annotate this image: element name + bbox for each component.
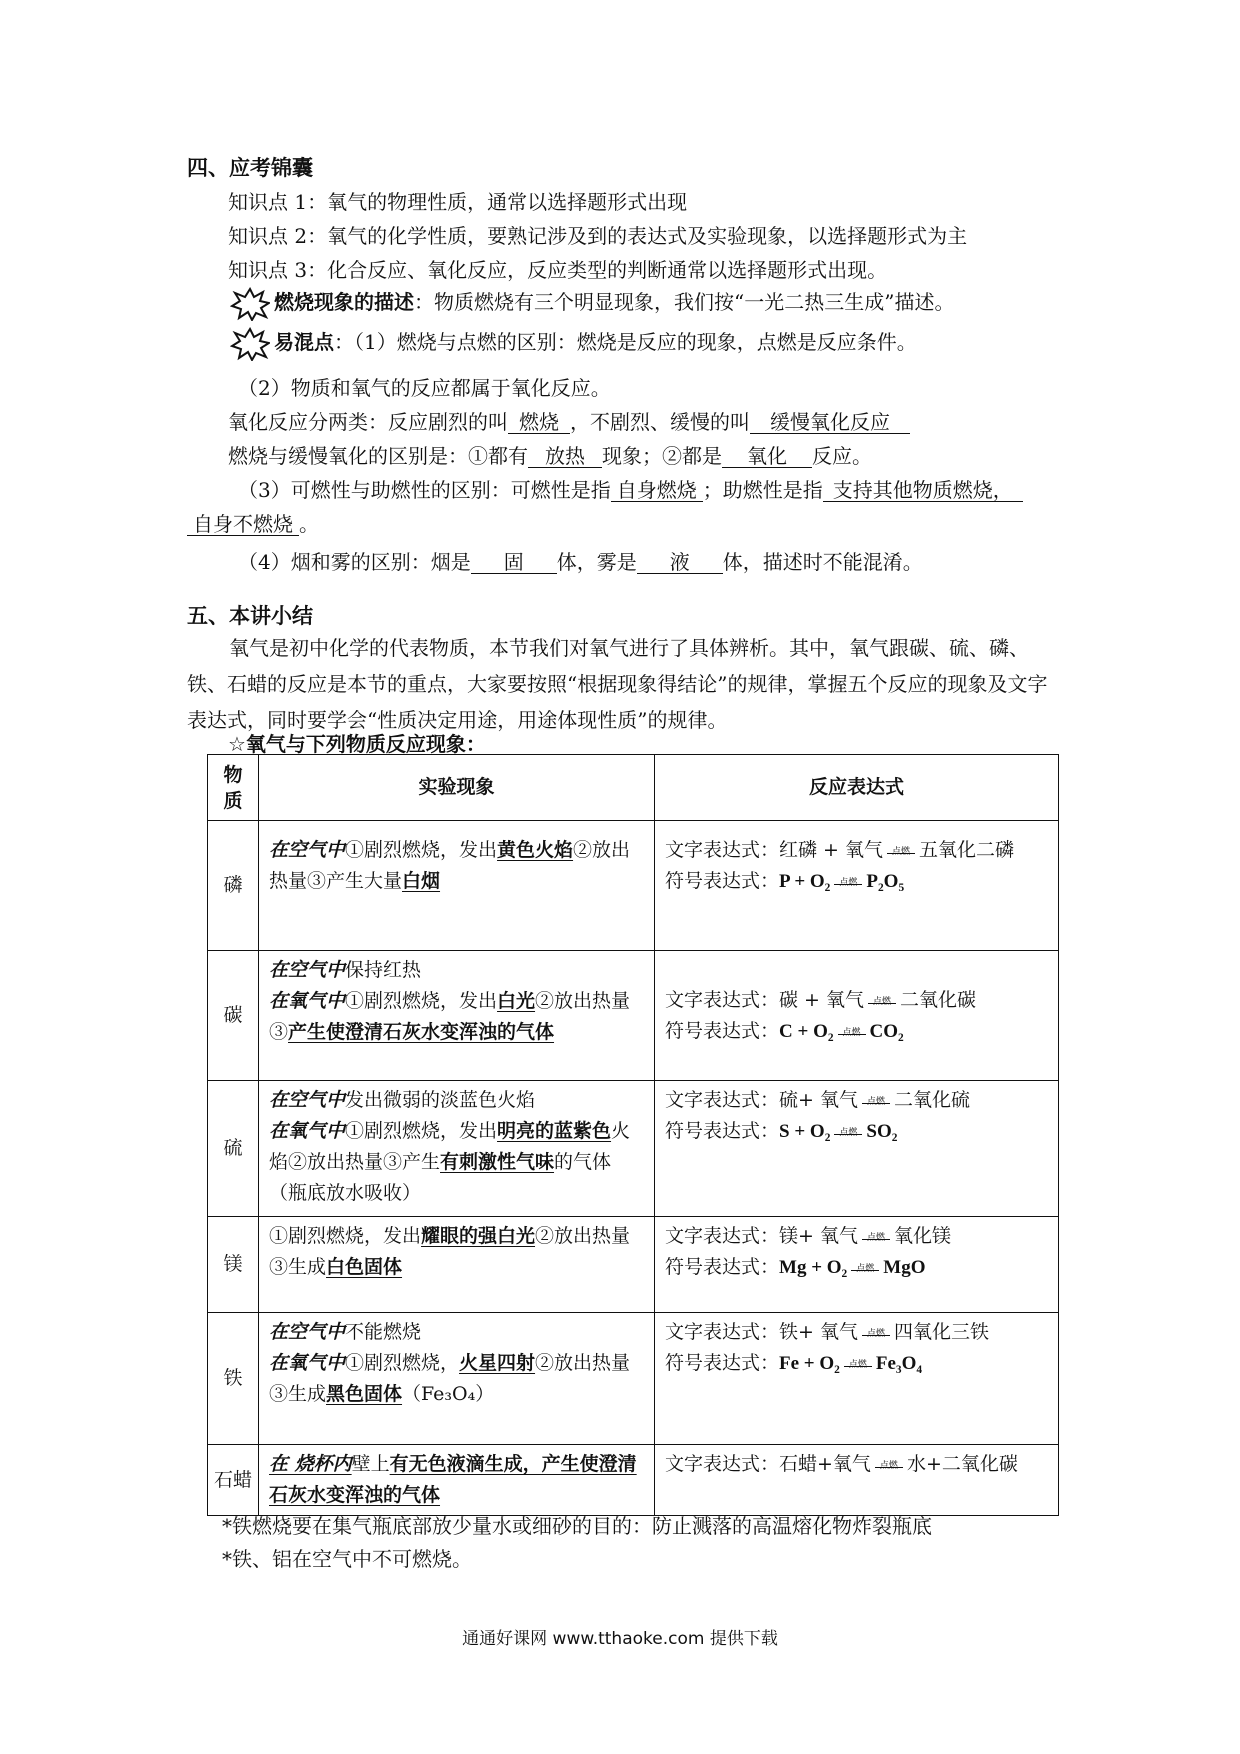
text: 在空气中 (269, 839, 346, 861)
phenomenon-cell (259, 951, 655, 1081)
text: 在氧气中 (269, 1352, 346, 1374)
text: 黄色火焰 (497, 839, 574, 861)
tip1-text: ：物质燃烧有三个明显现象，我们按“一光二热三生成”描述。 (414, 290, 955, 314)
text: ①剧烈燃烧，发出 (269, 1225, 422, 1247)
text: 二氧化碳 (900, 988, 977, 1011)
condition-label: 点燃 (848, 1360, 867, 1370)
text: 四氧化三铁 (893, 1321, 989, 1343)
answer-blank: 固 (471, 551, 557, 574)
text: 氧化镁 (893, 1225, 951, 1247)
condition-label: 点燃 (866, 1097, 885, 1107)
point-3-continued (187, 508, 319, 537)
text: 在氧气中 (269, 1120, 346, 1142)
condition-label: 点燃 (842, 1027, 861, 1038)
condition-label: 点燃 (856, 1264, 875, 1274)
condition-label: 点燃 (892, 847, 911, 857)
knowledge-point-1: 知识点 1：氧气的物理性质，通常以选择题形式出现 (228, 190, 688, 214)
text: 五氧化二磷 (919, 839, 1015, 861)
substance-cell: 磷 (208, 821, 259, 951)
condition-mark (834, 1128, 862, 1138)
answer-blank: 缓慢氧化反应 (750, 411, 910, 434)
section5-title: 五、本讲小结 (187, 604, 313, 628)
symbol-expression (665, 1016, 1048, 1047)
text: 体，雾是 (556, 550, 637, 574)
text: 在 烧杯内 (269, 1453, 352, 1475)
expression-cell (655, 1081, 1059, 1217)
word-expression (665, 1221, 1048, 1252)
section4-title: 四、应考锦囊 (187, 156, 313, 180)
text: 体，描述时不能混淆。 (722, 550, 923, 574)
text: 文字表达式： (665, 839, 780, 861)
point-4 (238, 546, 923, 575)
condition-label: 点燃 (873, 996, 892, 1007)
text: （4）烟和雾的区别：烟是 (238, 550, 471, 574)
text: ②放出热量③生成 (269, 1225, 631, 1278)
text: ①剧烈燃烧，发出 (345, 990, 498, 1012)
word-expression (665, 1449, 1048, 1480)
table-row (208, 1217, 1059, 1313)
tip2-label: 易混点 (274, 330, 334, 354)
phenomenon-cell (259, 1217, 655, 1313)
header-expression: 反应表达式 (655, 755, 1059, 821)
answer-blank: 放热 (528, 445, 602, 468)
text: （Fe₃O₄） (402, 1383, 495, 1405)
symbol-expression (665, 866, 1048, 897)
expression-cell (655, 1313, 1059, 1445)
text: 符号表达式： (665, 870, 780, 892)
word-expression (665, 1085, 1048, 1116)
burst-icon (230, 287, 270, 321)
tip-combustion (230, 286, 954, 321)
text: 水+二氧化碳 (906, 1453, 1018, 1475)
text: 白光 (497, 990, 536, 1012)
tip1-label: 燃烧现象的描述 (274, 290, 414, 314)
text: 不能燃烧 (345, 1321, 422, 1343)
text: 硫+ 氧气 (779, 1089, 858, 1111)
text: Mg + O₂ (779, 1257, 848, 1278)
substance-cell: 镁 (208, 1217, 259, 1313)
tip-confusion (230, 326, 917, 361)
text: P + O₂ (779, 871, 831, 892)
text: ②放出热量③产生大量 (269, 839, 631, 892)
word-expression (665, 1317, 1048, 1348)
text: 保持红热 (345, 959, 422, 981)
condition-mark (862, 1097, 890, 1107)
text: 。 (299, 512, 319, 536)
text: 白烟 (402, 870, 441, 892)
condition-mark (862, 1329, 890, 1339)
table-header-row (208, 755, 1059, 821)
text: CO₂ (869, 1020, 904, 1042)
symbol-expression (665, 1116, 1048, 1147)
text: 红磷 + 氧气 (779, 839, 884, 861)
condition-label: 点燃 (839, 1128, 858, 1138)
condition-mark (875, 1461, 903, 1471)
text: 文字表达式： (665, 1225, 780, 1247)
answer-blank: 液 (637, 551, 723, 574)
condition-mark (862, 1233, 890, 1243)
expression-cell (655, 1445, 1059, 1516)
table-row (208, 951, 1059, 1081)
text: 火焰②放出热量③产生 (269, 1120, 631, 1173)
table-row (208, 1445, 1059, 1516)
summary-paragraph: 氧气是初中化学的代表物质，本节我们对氧气进行了具体辨析。其中，氧气跟碳、硫、磷、铁、石蜡的反应是本节的重点，大家要按照“根据现象得结论”的规律，掌握五个反应的现象及文字表达式，同时要学会“性质决定用途，用途体现性质”的规律。 (187, 636, 1048, 732)
condition-label: 点燃 (879, 1461, 898, 1471)
table-caption: ☆氧气与下列物质反应现象： (228, 732, 486, 756)
expression-cell (655, 1217, 1059, 1313)
text: 铁+ 氧气 (779, 1321, 858, 1343)
text: Fe₃O₄ (875, 1353, 923, 1374)
knowledge-point-3: 知识点 3：化合反应、氧化反应，反应类型的判断通常以选择题形式出现。 (228, 258, 888, 282)
reaction-table (207, 754, 1059, 1516)
knowledge-point-2: 知识点 2：氧气的化学性质，要熟记涉及到的表达式及实验现象，以选择题形式为主 (228, 224, 968, 248)
text: 有无色液滴生成，产生使澄清石灰水变浑浊的气体 (269, 1453, 637, 1506)
text: 现象；②都是 (602, 444, 722, 468)
answer-blank: 自身燃烧 (611, 479, 703, 502)
expression-cell (655, 821, 1059, 951)
text: Fe + O₂ (779, 1353, 840, 1374)
condition-label: 点燃 (866, 1329, 885, 1339)
text: 碳 + 氧气 (779, 988, 865, 1011)
text: C + O₂ (779, 1020, 834, 1042)
point-2: （2）物质和氧气的反应都属于氧化反应。 (238, 376, 611, 400)
text: 有刺激性气味 (440, 1151, 555, 1173)
condition-mark (844, 1360, 872, 1370)
symbol-expression (665, 1252, 1048, 1283)
text: 壁上 (351, 1453, 390, 1475)
text: ，不剧烈、缓慢的叫 (570, 410, 750, 434)
text: P₂O₅ (866, 871, 905, 892)
text: 在空气中 (269, 1089, 346, 1111)
text: ①剧烈燃烧，发出 (345, 839, 498, 861)
text: 火星四射 (459, 1352, 536, 1374)
substance-cell: 碳 (208, 951, 259, 1081)
text: 文字表达式： (665, 1453, 780, 1475)
text: MgO (883, 1257, 926, 1278)
symbol-expression (665, 1348, 1048, 1379)
text: 反应。 (812, 444, 872, 468)
condition-label: 点燃 (866, 1233, 885, 1243)
word-expression (665, 835, 1048, 866)
text: 氧化反应分两类：反应剧烈的叫 (228, 410, 508, 434)
note-1: *铁燃烧要在集气瓶底部放少量水或细砂的目的：防止溅落的高温熔化物炸裂瓶底 (222, 1514, 932, 1538)
condition-mark (887, 847, 915, 857)
difference-line (228, 440, 872, 469)
note-2: *铁、铝在空气中不可燃烧。 (222, 1547, 472, 1571)
text: 文字表达式： (665, 988, 780, 1011)
text: 白色固体 (326, 1256, 403, 1278)
text: 明亮的蓝紫色 (497, 1120, 612, 1142)
answer-blank: 燃烧 (508, 411, 570, 434)
word-expression (665, 985, 1048, 1016)
table-row (208, 1313, 1059, 1445)
text: 黑色固体 (326, 1383, 403, 1405)
phenomenon-cell (259, 821, 655, 951)
substance-cell: 硫 (208, 1081, 259, 1217)
condition-mark (834, 878, 862, 888)
text: 文字表达式： (665, 1321, 780, 1343)
condition-mark (838, 1027, 866, 1038)
text: 文字表达式： (665, 1089, 780, 1111)
phenomenon-cell (259, 1445, 655, 1516)
text: ①剧烈燃烧，发出 (345, 1120, 498, 1142)
text: （3）可燃性与助燃性的区别：可燃性是指 (238, 478, 611, 502)
answer-blank: 支持其他物质燃烧， (823, 479, 1023, 502)
text: 符号表达式： (665, 1256, 780, 1278)
header-phenomenon: 实验现象 (259, 755, 655, 821)
text: 在空气中 (269, 1321, 346, 1343)
phenomenon-cell (259, 1313, 655, 1445)
text: 产生使澄清石灰水变浑浊的气体 (288, 1021, 555, 1043)
text: 符号表达式： (665, 1019, 780, 1042)
text: 的气体（瓶底放水吸收） (269, 1151, 612, 1204)
text: 符号表达式： (665, 1352, 780, 1374)
oxidation-types (228, 406, 910, 435)
text: 石蜡+氧气 (779, 1453, 871, 1475)
answer-blank: 氧化 (722, 445, 812, 468)
text: ②放出热量③生成 (269, 1352, 631, 1405)
condition-mark (851, 1264, 879, 1274)
expression-cell (655, 951, 1059, 1081)
substance-cell: 铁 (208, 1313, 259, 1445)
point-3 (238, 474, 1023, 503)
text: 在氧气中 (269, 990, 346, 1012)
text: S + O₂ (779, 1121, 831, 1142)
table-row (208, 821, 1059, 951)
condition-mark (868, 996, 896, 1007)
text: 镁+ 氧气 (779, 1225, 858, 1247)
text: 耀眼的强白光 (421, 1225, 536, 1247)
text: ②放出热量③ (269, 990, 631, 1043)
phenomenon-cell (259, 1081, 655, 1217)
text: ；助燃性是指 (702, 478, 823, 502)
text: 发出微弱的淡蓝色火焰 (345, 1089, 536, 1111)
condition-label: 点燃 (839, 878, 858, 888)
substance-cell: 石蜡 (208, 1445, 259, 1516)
text: 符号表达式： (665, 1120, 780, 1142)
table-row (208, 1081, 1059, 1217)
answer-blank: 自身不燃烧 (187, 513, 299, 536)
text: ①剧烈燃烧， (345, 1352, 460, 1374)
text: 在空气中 (269, 959, 346, 981)
tip2-text: ：（1）燃烧与点燃的区别：燃烧是反应的现象，点燃是反应条件。 (334, 330, 917, 354)
header-substance: 物质 (208, 755, 259, 821)
burst-icon (230, 327, 270, 361)
text: 二氧化硫 (893, 1089, 970, 1111)
footer: 通通好课网 www.tthaoke.com 提供下载 (462, 1629, 778, 1649)
text: SO₂ (866, 1121, 898, 1142)
text: 燃烧与缓慢氧化的区别是：①都有 (228, 444, 528, 468)
